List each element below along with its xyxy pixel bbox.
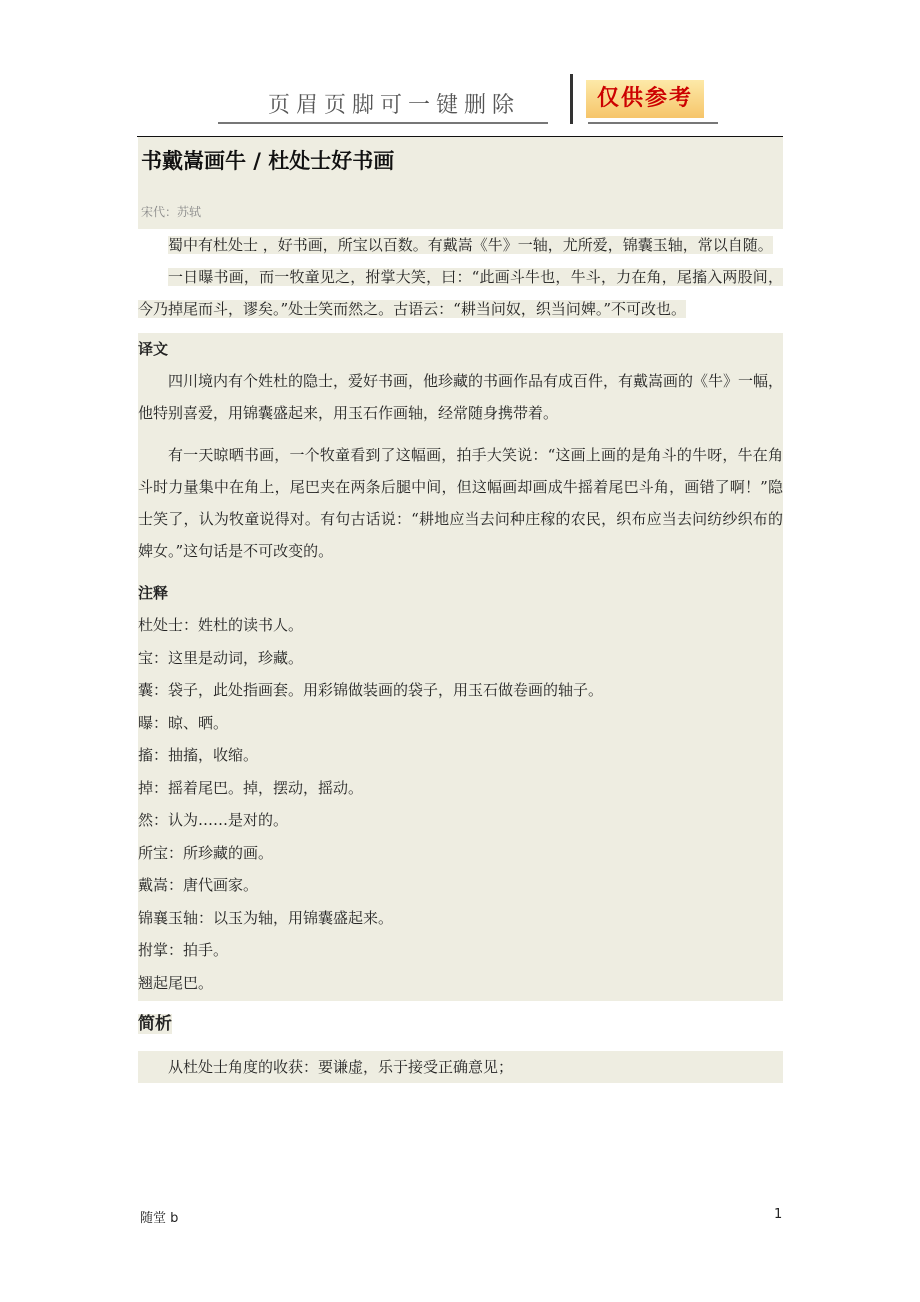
original-paragraph-2: 一日曝书画，而一牧童见之，拊掌大笑，曰：“此画斗牛也，牛斗，力在角，尾搐入两股间，今乃掉尾而斗，谬矣。”处士笑而然之。古语云：“耕当问奴，织当问婢。”不可改也。 — [138, 268, 783, 318]
document-body — [138, 137, 783, 1083]
poem-title: 书戴嵩画牛 / 杜处士好书画 — [141, 149, 395, 173]
note-item: 拊掌：拍手。 — [138, 941, 229, 959]
notes-list — [138, 609, 783, 999]
note-item: 搐：抽搐，收缩。 — [138, 746, 259, 764]
note-item: 所宝：所珍藏的画。 — [138, 843, 274, 862]
translation-notes-block — [138, 333, 783, 1001]
title-block — [138, 137, 783, 229]
translation-heading: 译文 — [138, 340, 169, 358]
poem-author: 宋代：苏轼 — [141, 205, 202, 219]
header-banner-text: 页眉页脚可一键删除 — [268, 93, 521, 118]
analysis-heading: 简析 — [138, 1014, 172, 1034]
header-underline — [218, 122, 548, 124]
original-paragraph-1: 蜀中有杜处士 ，好书画，所宝以百数。有戴嵩《牛》一轴，尤所爱，锦囊玉轴，常以自随。 — [168, 236, 773, 254]
analysis-paragraph: 从杜处士角度的收获：要谦虚，乐于接受正确意见； — [168, 1058, 514, 1076]
analysis-block — [138, 1051, 783, 1083]
footer-left: 随堂 b — [140, 1211, 179, 1226]
header-divider — [570, 74, 573, 124]
translation-paragraph-1: 四川境内有个姓杜的隐士，爱好书画，他珍藏的书画作品有成百件，有戴嵩画的《牛》一幅，他特别喜爱，用锦囊盛起来，用玉石作画轴，经常随身携带着。 — [138, 372, 784, 422]
translation-paragraph-2: 有一天晾晒书画，一个牧童看到了这幅画，拍手大笑说：“这画上画的是角斗的牛呀，牛在角斗时力量集中在角上，尾巴夹在两条后腿中间，但这幅画却画成牛摇着尾巴斗角，画错了啊！”隐士笑了，认为牧童说得对。有句古话说：“耕地应当去问种庄稼的农民，织布应当去问纺纱织布的婢女。”这句话是不可改变的。 — [138, 446, 783, 560]
note-item: 戴嵩：唐代画家。 — [138, 876, 259, 894]
page-number: 1 — [774, 1207, 783, 1222]
header-underline-right — [588, 122, 718, 124]
reference-only-badge: 仅供参考 — [586, 80, 704, 118]
note-item: 宝：这里是动词，珍藏。 — [138, 648, 304, 667]
note-item: 掉：摇着尾巴。掉，摆动，摇动。 — [138, 778, 364, 797]
note-item: 囊：袋子，此处指画套。用彩锦做装画的袋子，用玉石做卷画的轴子。 — [138, 681, 604, 699]
note-item: 杜处士：姓杜的读书人。 — [138, 616, 304, 634]
note-item: 锦襄玉轴：以玉为轴，用锦囊盛起来。 — [138, 908, 394, 927]
note-item: 然：认为……是对的。 — [138, 811, 289, 829]
note-item: 翘起尾巴。 — [138, 973, 214, 992]
notes-heading: 注释 — [138, 584, 169, 602]
header-banner — [218, 74, 720, 126]
note-item: 曝：晾、晒。 — [138, 713, 229, 732]
